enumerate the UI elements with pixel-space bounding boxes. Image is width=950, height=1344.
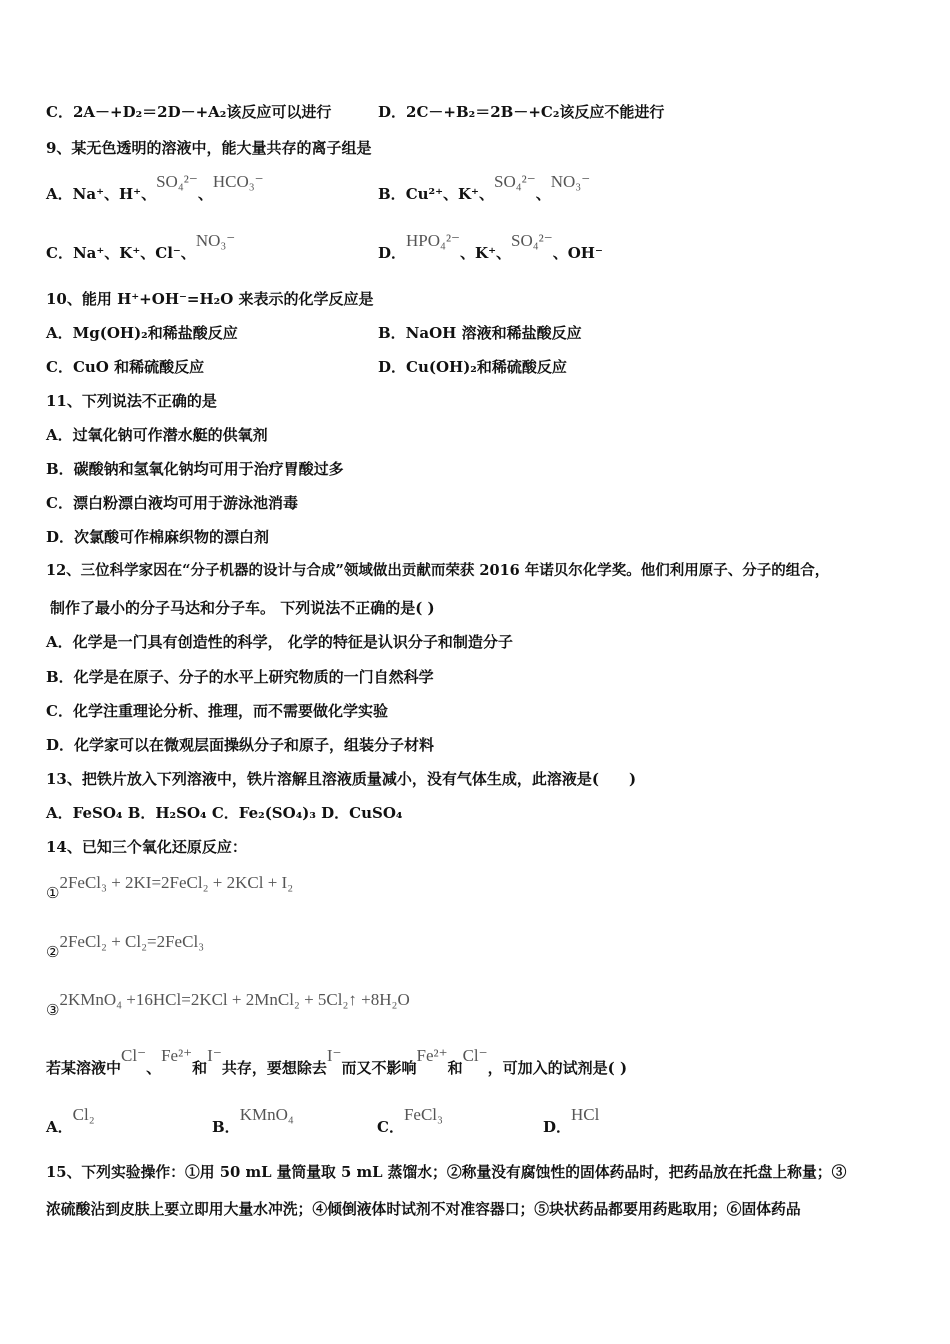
q11-option-b: B．碳酸钠和氢氧化钠均可用于治疗胃酸过多 <box>46 460 344 478</box>
q9-option-c-label: C． <box>46 244 73 262</box>
q14-cond-formula-4: I⁻ <box>326 1046 342 1065</box>
q14-reaction-3-equation: 2KMnO₄ +16HCl=2KCl + 2MnCl₂ + 5Cl₂↑ +8H₂O <box>59 990 410 1009</box>
q14-option-a-formula: Cl₂ <box>72 1105 95 1124</box>
q8-option-d: D．2C－+B₂＝2B－+C₂该反应不能进行 <box>378 103 665 121</box>
q14-reaction-1-number: ① <box>46 884 60 902</box>
q12-option-b: B．化学是在原子、分子的水平上研究物质的一门自然科学 <box>46 668 434 686</box>
q14-reaction-2 <box>46 932 205 962</box>
q9-option-a-ions: Na⁺、H⁺、 <box>72 185 157 203</box>
q9-option-b-formula-1: SO₄²⁻ <box>493 172 536 191</box>
q14-cond-formula-5: Fe²⁺ <box>416 1046 448 1065</box>
q11-option-c: C．漂白粉漂白液均可用于游泳池消毒 <box>46 494 298 512</box>
q14-reaction-1-equation: 2FeCl₃ + 2KI=2FeCl₂ + 2KCl + I₂ <box>59 873 294 892</box>
q14-option-d-formula: HCl <box>571 1105 600 1124</box>
q12-stem-line-2: 制作了最小的分子马达和分子车。 下列说法不正确的是( ) <box>50 599 435 617</box>
q15-line-1: 15、下列实验操作：①用 50 mL 量筒量取 5 mL 蒸馏水；②称量没有腐蚀性的固体药品时，把药品放在托盘上称量；③ <box>46 1164 847 1181</box>
q14-cond-g: ，可加入的试剂是( ) <box>487 1059 628 1077</box>
q9-option-c-formula: NO₃⁻ <box>195 231 236 250</box>
q10-option-a: A．Mg(OH)₂和稀盐酸反应 <box>46 324 238 342</box>
q11-stem: 11、下列说法不正确的是 <box>46 392 217 410</box>
q14-condition <box>46 1046 628 1078</box>
q9-option-d-formula-2: SO₄²⁻ <box>511 231 553 250</box>
q12-option-c: C．化学注重理论分析、推理，而不需要做化学实验 <box>46 702 388 720</box>
q14-option-d <box>543 1105 600 1137</box>
q13-stem: 13、把铁片放入下列溶液中，铁片溶解且溶液质量减小，没有气体生成，此溶液是( ) <box>46 770 637 788</box>
q14-cond-formula-6: Cl⁻ <box>462 1046 488 1065</box>
q14-cond-formula-3: I⁻ <box>207 1046 222 1065</box>
q9-option-d-mid: 、K⁺、 <box>460 244 511 262</box>
q14-option-b-formula: KMnO₄ <box>239 1105 294 1124</box>
q14-option-d-label: D． <box>543 1118 572 1136</box>
q10-stem: 10、能用 H⁺+OH⁻=H₂O 来表示的化学反应是 <box>46 290 374 308</box>
q9-option-b-separator: 、 <box>535 185 551 203</box>
q11-option-a: A．过氧化钠可作潜水艇的供氧剂 <box>46 426 268 444</box>
q9-option-d-formula-1: HPO₄²⁻ <box>406 231 461 250</box>
q9-option-b <box>378 172 591 204</box>
q9-option-b-ions: Cu²⁺、K⁺、 <box>405 185 494 203</box>
q9-option-a-separator: 、 <box>197 185 213 203</box>
q9-option-c <box>46 231 236 263</box>
q11-option-d: D．次氯酸可作棉麻织物的漂白剂 <box>46 528 270 546</box>
q9-option-a-formula-1: SO₄²⁻ <box>156 172 198 191</box>
q14-option-c-formula: FeCl₃ <box>403 1105 443 1124</box>
q10-option-d: D．Cu(OH)₂和稀硫酸反应 <box>378 358 567 376</box>
q9-option-d <box>378 231 603 263</box>
q14-option-b-label: B． <box>212 1118 240 1136</box>
q14-cond-c: 和 <box>192 1059 208 1077</box>
q8-option-c: C．2A－+D₂＝2D－+A₂该反应可以进行 <box>46 103 332 121</box>
q14-reaction-3-number: ③ <box>46 1001 60 1019</box>
q14-option-a <box>46 1105 95 1137</box>
q14-cond-f: 和 <box>447 1059 463 1077</box>
q9-option-c-ions: Na⁺、K⁺、Cl⁻、 <box>72 244 196 262</box>
q14-option-c <box>377 1105 443 1137</box>
q14-cond-b: 、 <box>146 1059 162 1077</box>
q14-cond-d: 共存，要想除去 <box>221 1059 327 1077</box>
q9-option-d-end: 、OH⁻ <box>552 244 603 262</box>
q14-reaction-3 <box>46 990 410 1020</box>
q14-reaction-1 <box>46 873 294 903</box>
q12-stem-line-1: 12、三位科学家因在“分子机器的设计与合成”领域做出贡献而荣获 2016 年诺贝尔化学奖。他们利用原子、分子的组合， <box>46 562 830 579</box>
q14-cond-formula-2: Fe²⁺ <box>161 1046 193 1065</box>
q10-option-c: C．CuO 和稀硫酸反应 <box>46 358 205 376</box>
q14-cond-e: 而又不影响 <box>341 1059 417 1077</box>
q9-stem: 9、某无色透明的溶液中，能大量共存的离子组是 <box>46 139 372 157</box>
q9-option-b-label: B． <box>378 185 406 203</box>
q9-option-a <box>46 172 264 204</box>
q13-options: A．FeSO₄ B．H₂SO₄ C．Fe₂(SO₄)₃ D．CuSO₄ <box>46 804 403 822</box>
q9-option-a-formula-2: HCO₃⁻ <box>212 172 264 191</box>
q9-option-b-formula-2: NO₃⁻ <box>550 172 591 191</box>
q14-option-b <box>212 1105 294 1137</box>
q12-option-a: A．化学是一门具有创造性的科学， 化学的特征是认识分子和制造分子 <box>46 633 513 651</box>
q10-option-b: B．NaOH 溶液和稀盐酸反应 <box>378 324 582 342</box>
q14-cond-formula-1: Cl⁻ <box>121 1046 147 1065</box>
q12-option-d: D．化学家可以在微观层面操纵分子和原子，组装分子材料 <box>46 736 435 754</box>
q9-option-d-label: D． <box>378 244 407 262</box>
q14-reaction-2-number: ② <box>46 943 60 961</box>
q9-option-a-label: A． <box>46 185 73 203</box>
q15-line-2: 浓硫酸沾到皮肤上要立即用大量水冲洗；④倾倒液体时试剂不对准容器口；⑤块状药品都要用药匙取用；⑥固体药品 <box>46 1201 801 1218</box>
q14-option-a-label: A． <box>46 1118 73 1136</box>
q14-reaction-2-equation: 2FeCl₂ + Cl₂=2FeCl₃ <box>59 932 205 951</box>
q14-cond-a: 若某溶液中 <box>46 1059 122 1077</box>
q14-option-c-label: C． <box>377 1118 404 1136</box>
q14-stem: 14、已知三个氧化还原反应： <box>46 838 247 856</box>
